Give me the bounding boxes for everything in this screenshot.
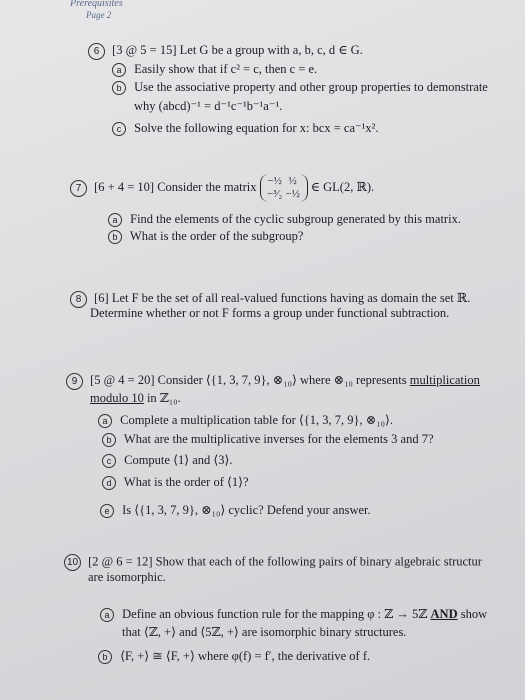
problem-6-part-a	[112, 62, 317, 77]
part-text: What are the multiplicative inverses for the elements 3 and 7?	[123, 432, 434, 446]
matrix-entry: −³⁄₂	[267, 188, 283, 200]
points: [3 @ 5 = 15]	[112, 43, 177, 57]
problem-7-intro	[70, 174, 374, 202]
part-text: Solve the following equation for x: bcx = ca⁻¹x².	[134, 121, 379, 135]
part-text: Compute ⟨1⟩ and ⟨3⟩.	[124, 453, 233, 467]
part-text: ⟨F, +⟩ ≅ ⟨F, +⟩ where φ(f) = f′, the derivative of f.	[120, 649, 371, 663]
term-modulo: modulo 10	[90, 391, 144, 405]
page-number: Page 2	[86, 10, 112, 20]
problem-8-line1	[70, 290, 470, 308]
part-text: Complete a multiplication table for ⟨{1, 3, 7, 9}, ⊗₁₀⟩.	[120, 413, 393, 427]
problem-9-part-a	[98, 412, 393, 428]
part-label: b	[112, 81, 126, 95]
matrix	[260, 174, 308, 202]
and-emphasis: AND	[430, 607, 458, 621]
part-label: b	[98, 650, 112, 664]
part-label: b	[108, 230, 122, 244]
problem-9-part-d	[102, 474, 249, 490]
intro-text: Consider ⟨{1, 3, 7, 9}, ⊗₁₀⟩ where ⊗₁₀ represents	[157, 373, 407, 387]
part-text: Use the associative property and other group properties to demonstrate	[134, 80, 488, 94]
problem-10-line2: are isomorphic.	[88, 570, 166, 584]
matrix-entry: ½	[288, 175, 297, 187]
points: [6]	[94, 291, 109, 305]
part-text: Is ⟨{1, 3, 7, 9}, ⊗₁₀⟩ cyclic? Defend your answer.	[122, 503, 371, 517]
problem-9-part-c	[102, 452, 233, 468]
part-label: a	[98, 414, 112, 428]
problem-10-part-a-cont: that ⟨ℤ, +⟩ and ⟨5ℤ, +⟩ are isomorphic binary structures.	[122, 625, 407, 639]
problem-text: Show that each of the following pairs of binary algebraic structur	[155, 554, 482, 569]
part-label: a	[108, 213, 122, 227]
course-header: Prerequisites	[70, 0, 123, 9]
term-multiplication: multiplication	[409, 373, 480, 387]
problem-10-part-a	[100, 606, 487, 622]
points: [6 + 4 = 10]	[94, 179, 155, 194]
problem-9-intro-cont	[90, 390, 181, 406]
problem-9-part-b	[102, 432, 434, 447]
problem-6-part-c	[112, 120, 378, 136]
problem-number: 10	[64, 554, 81, 571]
problem-7-part-b	[108, 229, 303, 244]
part-label: c	[112, 122, 126, 136]
part-text: What is the order of the subgroup?	[129, 229, 304, 243]
intro-cont: in ℤ₁₀.	[146, 391, 181, 405]
part-text: Find the elements of the cyclic subgroup generated by this matrix.	[130, 212, 461, 226]
matrix-entry: −½	[285, 188, 300, 200]
problem-10-line1	[64, 554, 482, 571]
problem-8-line2: Determine whether or not F forms a group under functional subtraction.	[90, 306, 450, 320]
problem-number: 7	[70, 180, 87, 197]
problem-6-intro	[88, 42, 363, 60]
problem-10-part-b	[98, 648, 370, 664]
problem-6-part-b	[112, 80, 488, 95]
matrix-entry: −½	[267, 175, 282, 187]
part-text-tail: show	[460, 607, 488, 621]
part-label: b	[102, 433, 116, 447]
part-text: What is the order of ⟨1⟩?	[123, 475, 249, 489]
problem-number: 6	[88, 43, 105, 60]
problem-7-part-a	[108, 212, 461, 227]
points: [2 @ 6 = 12]	[88, 554, 153, 569]
part-label: d	[102, 476, 116, 490]
problem-number: 9	[66, 373, 83, 390]
problem-9-intro	[66, 372, 480, 390]
problem-6-part-b-cont: why (abcd)⁻¹ = d⁻¹c⁻¹b⁻¹a⁻¹.	[134, 99, 283, 113]
intro-text: Let G be a group with a, b, c, d ∈ G.	[179, 43, 363, 57]
part-label: a	[112, 63, 126, 77]
part-text: Define an obvious function rule for the mapping φ : ℤ → 5ℤ	[122, 607, 428, 621]
problem-text: Let F be the set of all real-valued functions having as domain the set ℝ.	[111, 291, 471, 305]
part-label: c	[102, 454, 116, 468]
intro-text: Consider the matrix	[157, 179, 257, 194]
problem-number: 8	[70, 291, 87, 308]
part-text: Easily show that if c² = c, then c = e.	[134, 62, 318, 76]
problem-9-part-e	[100, 502, 371, 518]
part-label: e	[100, 504, 114, 518]
part-label: a	[100, 608, 114, 622]
matrix-membership: ∈ GL(2, ℝ).	[310, 179, 375, 194]
points: [5 @ 4 = 20]	[90, 373, 155, 387]
